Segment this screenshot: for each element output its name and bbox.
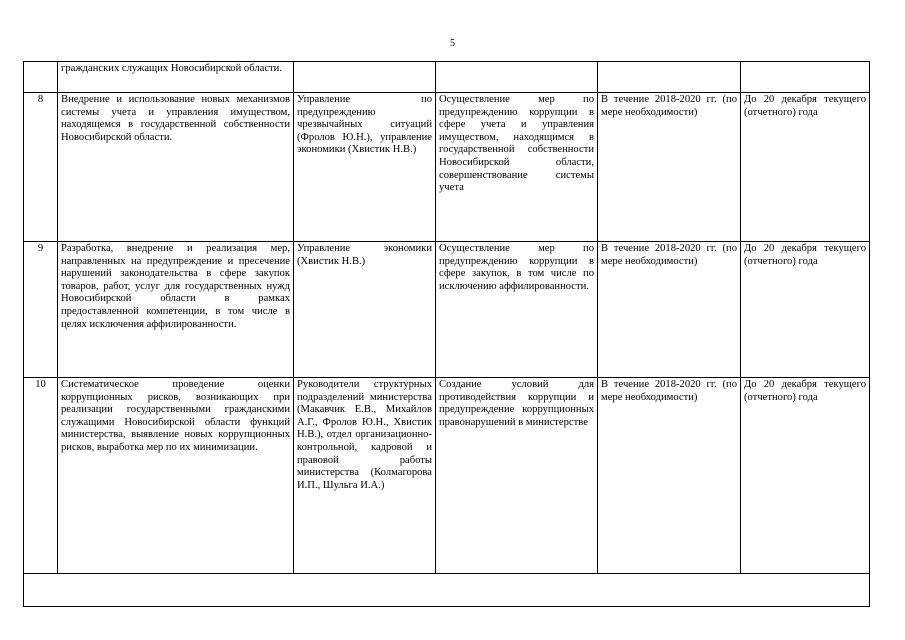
empty-cell (24, 574, 870, 607)
table-row (24, 378, 870, 574)
cell-responsible: Управление по предупреждению чрезвычайных ситуаций (Фролов Ю.Н.), управление экономики (Хвистик Н.В.) (294, 93, 436, 242)
cell-num: 10 (24, 378, 58, 574)
table-row-empty (24, 574, 870, 607)
cell-action: Внедрение и использование новых механизмов системы учета и управления имуществом, находящемся в государственной собственности Новосибирской области. (58, 93, 294, 242)
table-row (24, 242, 870, 378)
cell-report: До 20 декабря текущего (отчетного) года (741, 242, 870, 378)
measures-table (23, 61, 870, 607)
cell-term: В течение 2018-2020 гг. (по мере необходимости) (598, 93, 741, 242)
cell-result: Создание условий для противодействия коррупции и предупреждение коррупционных правонарушений в министерстве (436, 378, 598, 574)
cell-result: Осуществление мер по предупреждению коррупции в сфере закупок, в том числе по исключению аффилированности. (436, 242, 598, 378)
cell-num: 9 (24, 242, 58, 378)
page-number: 5 (450, 38, 455, 49)
cell-term (598, 62, 741, 93)
table-row (24, 93, 870, 242)
cell-action: гражданских служащих Новосибирской области. (58, 62, 294, 93)
cell-responsible: Управление экономики (Хвистик Н.В.) (294, 242, 436, 378)
cell-num: 8 (24, 93, 58, 242)
cell-term: В течение 2018-2020 гг. (по мере необходимости) (598, 378, 741, 574)
cell-term: В течение 2018-2020 гг. (по мере необходимости) (598, 242, 741, 378)
cell-responsible: Руководители структурных подразделений министерства (Макавчик Е.В., Михайлов А.Г., Фролов Ю.Н., Хвистик Н.В.), отдел организационно-контрольной, кадровой и правовой работы министерства (Колмагорова И.П., Шульга И.А.) (294, 378, 436, 574)
cell-result: Осуществление мер по предупреждению коррупции в сфере учета и управления имуществом, находящимся в государственной собственности Новосибирской области, совершенствование системы учета (436, 93, 598, 242)
cell-result (436, 62, 598, 93)
cell-report (741, 62, 870, 93)
cell-responsible (294, 62, 436, 93)
cell-report: До 20 декабря текущего (отчетного) года (741, 378, 870, 574)
cell-num (24, 62, 58, 93)
cell-action: Систематическое проведение оценки коррупционных рисков, возникающих при реализации государственными гражданскими служащими Новосибирской области функций министерства, выявление новых коррупционных рисков, выработка мер по их минимизации. (58, 378, 294, 574)
cell-report: До 20 декабря текущего (отчетного) года (741, 93, 870, 242)
table-row-continuation (24, 62, 870, 93)
cell-action: Разработка, внедрение и реализация мер, направленных на предупреждение и пресечение нарушений законодательства в сфере закупок товаров, работ, услуг для государственных нужд Новосибирской области в рамках предоставленной компетенции, в том числе в целях исключения аффилированности. (58, 242, 294, 378)
